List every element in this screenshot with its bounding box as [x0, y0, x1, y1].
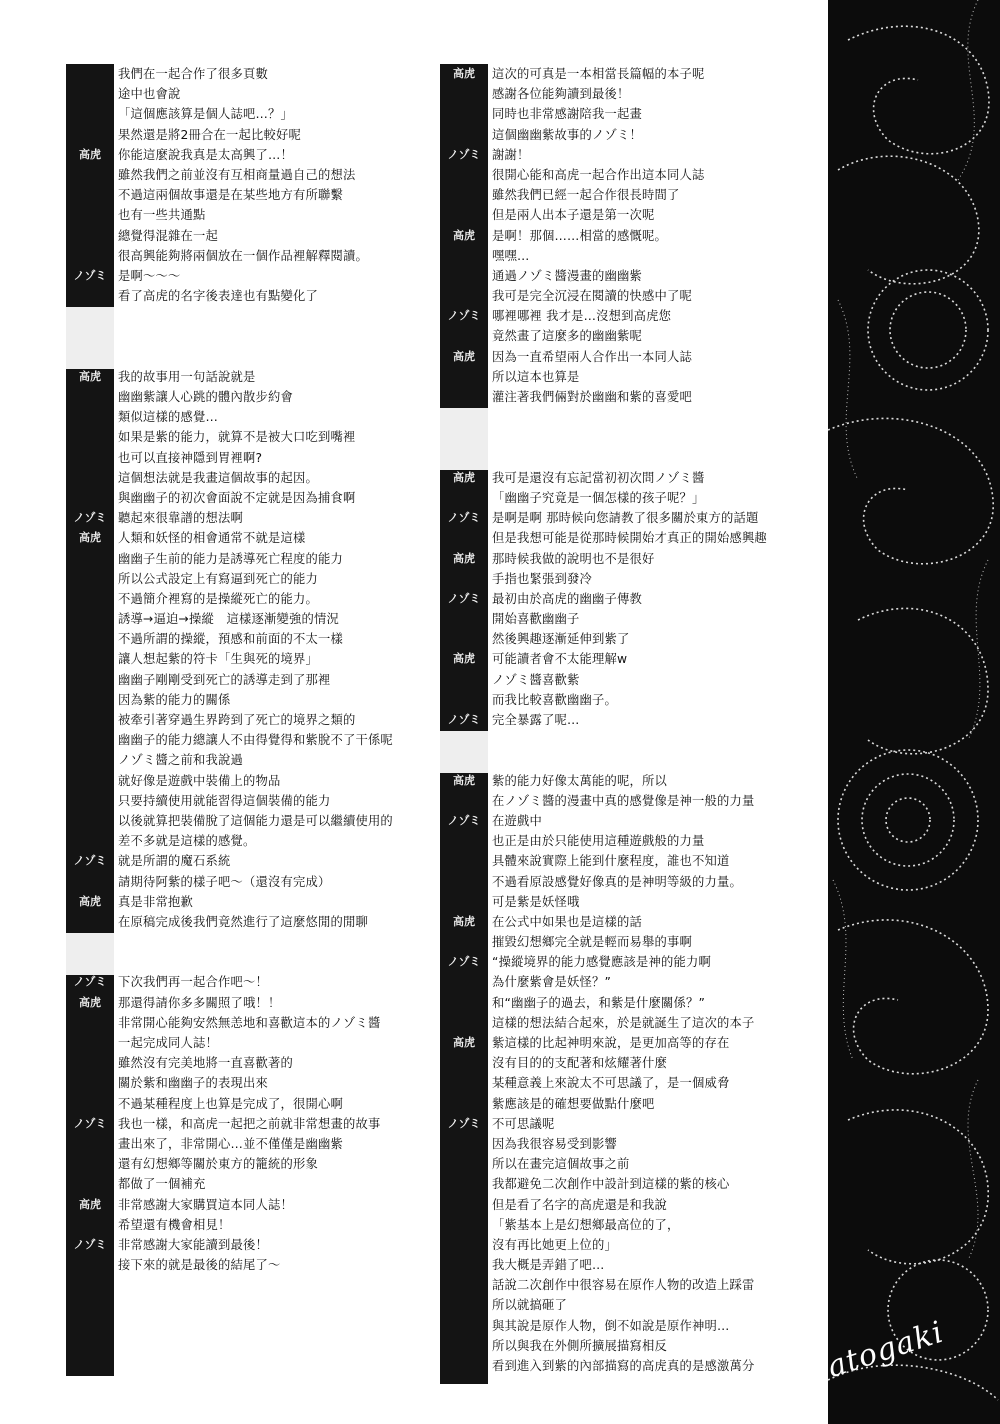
dialogue-text: 所以這本也算是 [492, 369, 580, 384]
speaker-label: 高虎 [453, 228, 475, 242]
dialogue-text: 具體來說實際上能到什麼程度，誰也不知道 [492, 854, 730, 869]
dialogue-text: 這個想法就是我畫這個故事的起因。 [118, 470, 318, 485]
speaker-label: ノゾミ [73, 1237, 107, 1251]
dialogue-line [66, 1255, 446, 1275]
dialogue-line [440, 1255, 820, 1275]
dialogue-text: 所以公式設定上有寫逼到死亡的能力 [118, 571, 318, 586]
dialogue-rows [440, 64, 820, 1376]
dialogue-text: 很高興能夠將兩個放在一個作品裡解釋閱讀。 [118, 248, 368, 263]
dialogue-text: 可是紫是妖怪哦 [492, 894, 580, 909]
dialogue-text: 在遊戲中 [492, 813, 542, 828]
dialogue-line [440, 791, 820, 811]
dialogue-line [440, 306, 820, 326]
dialogue-text: 非常感謝大家購買這本同人誌！ [118, 1197, 293, 1212]
dialogue-text: 在公式中如果也是這樣的話 [492, 914, 642, 929]
dialogue-text: 誘導→逼迫→操縱 這樣逐漸變強的情況 [118, 612, 339, 627]
dialogue-line [440, 508, 820, 528]
dialogue-text: 希望還有機會相見！ [118, 1217, 231, 1232]
dialogue-line [440, 1235, 820, 1255]
dialogue-text: 很開心能和高虎一起合作出這本同人誌 [492, 167, 705, 182]
dialogue-text: 與幽幽子的初次會面說不定就是因為捕食啊 [118, 490, 356, 505]
dialogue-text: 感謝各位能夠讀到最後！ [492, 87, 630, 102]
dialogue-text: 某種意義上來說太不可思議了，是一個威脅 [492, 1076, 730, 1091]
dialogue-line [66, 750, 446, 770]
dialogue-line [440, 448, 820, 468]
dialogue-text: 我都避免二次創作中設計到這樣的紫的核心 [492, 1177, 730, 1192]
dialogue-line [440, 1195, 820, 1215]
dialogue-line [66, 932, 446, 952]
dialogue-text: 所以在畫完這個故事之前 [492, 1157, 630, 1172]
dialogue-text: 如果是紫的能力，就算不是被大口吃到嘴裡 [118, 430, 356, 445]
dialogue-text: 一起完成同人誌！ [118, 1036, 218, 1050]
dialogue-line [66, 1073, 446, 1093]
dialogue-text: 所以就搞砸了 [492, 1298, 567, 1313]
dialogue-line [440, 1356, 820, 1376]
dialogue-text: 可能讀者會不太能理解w [492, 652, 628, 667]
dialogue-line [440, 993, 820, 1013]
dialogue-line [440, 64, 820, 84]
dialogue-text: 雖然沒有完美地將一直喜歡著的 [118, 1056, 293, 1071]
dialogue-line [66, 1174, 446, 1194]
dialogue-line [66, 1013, 446, 1033]
dialogue-line [66, 347, 446, 367]
dialogue-line [440, 367, 820, 387]
dialogue-line [66, 407, 446, 427]
dialogue-line [66, 246, 446, 266]
dialogue-line [440, 326, 820, 346]
dialogue-line [66, 549, 446, 569]
speaker-label: 高虎 [79, 147, 101, 161]
dialogue-line [440, 1275, 820, 1295]
dialogue-text: 雖然我們已經一起合作很長時間了 [492, 188, 680, 203]
dialogue-line [66, 892, 446, 912]
dialogue-text: 開始喜歡幽幽子 [492, 612, 580, 627]
dialogue-line [66, 1094, 446, 1114]
dialogue-text: 不過簡介裡寫的是操縱死亡的能力。 [118, 591, 318, 606]
dialogue-text: 也正是由於只能使用這種遊戲般的力量 [492, 834, 705, 849]
dialogue-line [440, 125, 820, 145]
dialogue-line [440, 730, 820, 750]
dialogue-text: 「這個應該算是個人誌吧…？」 [118, 107, 293, 122]
dialogue-text: 因為一直希望兩人合作出一本同人誌 [492, 349, 692, 364]
dialogue-text: 通過ノゾミ醬漫畫的幽幽紫 [492, 268, 642, 283]
dialogue-line [66, 508, 446, 528]
dialogue-line [66, 649, 446, 669]
dialogue-line [66, 1235, 446, 1255]
left-column [66, 64, 446, 1275]
speaker-label: ノゾミ [73, 854, 107, 868]
dialogue-line [66, 165, 446, 185]
dialogue-line [440, 1134, 820, 1154]
dialogue-text: 都做了一個補充 [118, 1177, 206, 1192]
speaker-label: 高虎 [79, 1197, 101, 1211]
dialogue-text: 請期待阿紫的樣子吧～（還沒有完成） [118, 874, 331, 889]
dialogue-line [440, 1053, 820, 1073]
dialogue-line [66, 205, 446, 225]
dialogue-line [66, 125, 446, 145]
dialogue-line [66, 811, 446, 831]
speaker-label: 高虎 [79, 894, 101, 908]
dialogue-line [66, 710, 446, 730]
dialogue-text: 所以與我在外側所擴展描寫相反 [492, 1338, 667, 1353]
dialogue-line [440, 246, 820, 266]
dialogue-text: 類似這樣的感覺… [118, 410, 218, 425]
dialogue-line [440, 488, 820, 508]
speaker-label: 高虎 [453, 652, 475, 666]
dialogue-line [66, 831, 446, 851]
floral-decoration-panel [828, 0, 1000, 1424]
dialogue-text: 是啊！那個……相當的感慨呢。 [492, 228, 667, 243]
dialogue-line [440, 1336, 820, 1356]
dialogue-rows [66, 64, 446, 1275]
dialogue-line [440, 528, 820, 548]
dialogue-line [66, 569, 446, 589]
speaker-label: ノゾミ [447, 1116, 481, 1130]
dialogue-line [440, 387, 820, 407]
speaker-label: ノゾミ [73, 511, 107, 525]
dialogue-line [66, 670, 446, 690]
dialogue-line [440, 771, 820, 791]
dialogue-line [66, 851, 446, 871]
dialogue-line [66, 690, 446, 710]
dialogue-text: 我們在一起合作了很多頁數 [118, 67, 268, 81]
dialogue-line [440, 427, 820, 447]
dialogue-text: 嘿嘿… [492, 248, 530, 263]
speaker-label: 高虎 [79, 369, 101, 383]
dialogue-line [440, 872, 820, 892]
dialogue-line [66, 326, 446, 346]
dialogue-line [66, 912, 446, 932]
dialogue-line [440, 1154, 820, 1174]
dialogue-text: 但是我想可能是從那時候開始才真正的開始感興趣 [492, 531, 767, 546]
dialogue-text: 竟然畫了這麼多的幽幽紫呢 [492, 329, 642, 344]
dialogue-line [440, 185, 820, 205]
dialogue-line [66, 84, 446, 104]
dialogue-line [440, 266, 820, 286]
dialogue-line [66, 104, 446, 124]
dialogue-line [440, 286, 820, 306]
dialogue-text: 是啊是啊 那時候向您請教了很多關於東方的話題 [492, 511, 759, 526]
dialogue-line [66, 1134, 446, 1154]
dialogue-text: 與其說是原作人物，倒不如說是原作神明… [492, 1318, 730, 1333]
dialogue-text: 以後就算把裝備脫了這個能力還是可以繼續使用的 [118, 813, 393, 828]
dialogue-text: ノゾミ醬喜歡紫 [492, 672, 580, 687]
dialogue-text: 看了高虎的名字後表達也有點變化了 [118, 289, 318, 304]
dialogue-line [66, 609, 446, 629]
speaker-label: 高虎 [453, 1036, 475, 1049]
dialogue-text: 為什麼紫會是妖怪？” [492, 975, 612, 990]
dialogue-line [66, 730, 446, 750]
dialogue-text: 同時也非常感謝陪我一起畫 [492, 107, 642, 122]
dialogue-text: 不過某種程度上也算是完成了，很開心啊 [118, 1096, 343, 1111]
dialogue-text: 最初由於高虎的幽幽子傳教 [492, 591, 642, 606]
dialogue-line [440, 84, 820, 104]
dialogue-text: 也有一些共通點 [118, 208, 206, 223]
speaker-label: ノゾミ [73, 268, 107, 282]
dialogue-text: 紫應該是的確想要做點什麼吧 [492, 1096, 655, 1111]
dialogue-line [440, 690, 820, 710]
dialogue-text: 差不多就是這樣的感覺。 [118, 834, 256, 849]
dialogue-line [66, 1053, 446, 1073]
dialogue-text: 我大概是弄錯了吧… [492, 1258, 605, 1273]
dialogue-text: 因為紫的能力的關係 [118, 692, 231, 707]
dialogue-line [66, 872, 446, 892]
dialogue-line [66, 64, 446, 84]
dialogue-text: 接下來的就是最後的結尾了～ [118, 1258, 281, 1273]
dialogue-text: 那時候我做的說明也不是很好 [492, 551, 655, 566]
dialogue-text: “操縱境界的能力感覺應該是神的能力啊 [492, 955, 712, 970]
dialogue-line [66, 972, 446, 992]
dialogue-text: 話說二次創作中很容易在原作人物的改造上踩雷 [492, 1278, 755, 1293]
dialogue-text: 但是兩人出本子還是第一次呢 [492, 208, 655, 223]
dialogue-text: 讓人想起紫的符卡「生與死的境界」 [118, 652, 318, 667]
dialogue-text: 我可是還沒有忘記當初初次問ノゾミ醬 [492, 470, 705, 485]
speaker-label: 高虎 [453, 551, 475, 565]
speaker-label: ノゾミ [447, 511, 481, 525]
dialogue-line [66, 629, 446, 649]
dialogue-line [66, 1154, 446, 1174]
speaker-label: ノゾミ [447, 713, 481, 726]
dialogue-text: 灌注著我們倆對於幽幽和紫的喜愛吧 [492, 390, 692, 404]
dialogue-line [66, 306, 446, 326]
dialogue-line [440, 912, 820, 932]
dialogue-line [440, 549, 820, 569]
dialogue-text: 畫出來了，非常開心…並不僅僅是幽幽紫 [118, 1136, 343, 1151]
dialogue-text: 關於紫和幽幽子的表現出來 [118, 1076, 268, 1091]
dialogue-line [66, 266, 446, 286]
dialogue-text: 我也一樣，和高虎一起把之前就非常想畫的故事 [118, 1116, 381, 1131]
dialogue-line [440, 831, 820, 851]
dialogue-text: 完全暴露了呢… [492, 713, 580, 727]
dialogue-text: 而我比較喜歡幽幽子。 [492, 692, 617, 707]
dialogue-line [66, 528, 446, 548]
dialogue-text: 幽幽子生前的能力是誘導死亡程度的能力 [118, 551, 343, 566]
dialogue-line [440, 629, 820, 649]
dialogue-text: 聽起來很靠譜的想法啊 [118, 511, 243, 526]
dialogue-line [440, 649, 820, 669]
dialogue-line [440, 1295, 820, 1315]
dialogue-line [66, 952, 446, 972]
speaker-label: 高虎 [453, 349, 475, 363]
dialogue-line [440, 1094, 820, 1114]
dialogue-text: 沒有目的的支配著和炫耀著什麼 [492, 1056, 667, 1071]
dialogue-line [66, 448, 446, 468]
dialogue-text: 被牽引著穿過生界跨到了死亡的境界之類的 [118, 713, 356, 727]
dialogue-line [440, 165, 820, 185]
dialogue-line [440, 407, 820, 427]
dialogue-text: 幽幽紫讓人心跳的體內散步約會 [118, 390, 293, 404]
dialogue-text: 不過所謂的操縱，預感和前面的不太一樣 [118, 632, 343, 647]
dialogue-line [66, 791, 446, 811]
speaker-label: 高虎 [79, 531, 101, 545]
speaker-label: 高虎 [79, 995, 101, 1009]
dialogue-line [66, 1195, 446, 1215]
dialogue-line [66, 1033, 446, 1053]
dialogue-text: 不過看原設感覺好像真的是神明等級的力量。 [492, 874, 742, 889]
dialogue-text: 果然還是將2冊合在一起比較好呢 [118, 127, 301, 142]
dialogue-line [66, 367, 446, 387]
dialogue-text: 幽幽子的能力總讓人不由得覺得和紫脫不了干係呢 [118, 733, 393, 748]
dialogue-line [66, 771, 446, 791]
dialogue-text: 我的故事用一句話說就是 [118, 369, 256, 384]
dialogue-text: 看到進入到紫的內部描寫的高虎真的是感激萬分 [492, 1359, 755, 1373]
dialogue-line [66, 993, 446, 1013]
dialogue-text: 在ノゾミ醬的漫畫中真的感覺像是神一般的力量 [492, 793, 755, 808]
speaker-label: 高虎 [453, 470, 475, 484]
dialogue-line [440, 892, 820, 912]
dialogue-line [440, 1013, 820, 1033]
dialogue-text: 不過這兩個故事還是在某些地方有所聯繫 [118, 188, 343, 203]
dialogue-line [66, 145, 446, 165]
dialogue-line [440, 811, 820, 831]
dialogue-line [440, 145, 820, 165]
dialogue-line [440, 851, 820, 871]
dialogue-text: 在原稿完成後我們竟然進行了這麼悠閒的閒聊 [118, 914, 368, 929]
dialogue-line [440, 589, 820, 609]
speaker-label: ノゾミ [73, 1116, 107, 1130]
dialogue-line [440, 1316, 820, 1336]
speaker-label: ノゾミ [447, 813, 481, 827]
dialogue-line [66, 185, 446, 205]
dialogue-text: 這個幽幽紫故事的ノゾミ！ [492, 127, 642, 142]
dialogue-text: 「紫基本上是幻想鄉最高位的了， [492, 1217, 680, 1232]
dialogue-text: 這次的可真是一本相當長篇幅的本子呢 [492, 67, 705, 81]
dialogue-text: 是啊～～～ [118, 268, 181, 283]
speaker-label: ノゾミ [447, 309, 481, 323]
dialogue-line [440, 347, 820, 367]
speaker-label: ノゾミ [447, 955, 481, 969]
dialogue-text: 然後興趣逐漸延伸到紫了 [492, 632, 630, 647]
dialogue-line [440, 226, 820, 246]
dialogue-text: 紫這樣的比起神明來說，是更加高等的存在 [492, 1036, 730, 1050]
dialogue-line [440, 972, 820, 992]
dialogue-text: 但是看了名字的高虎還是和我說 [492, 1197, 667, 1212]
dialogue-text: 幽幽子剛剛受到死亡的誘導走到了那裡 [118, 672, 331, 687]
dialogue-text: 非常開心能夠安然無恙地和喜歡這本的ノゾミ醬 [118, 1015, 381, 1030]
dialogue-line [440, 205, 820, 225]
dialogue-text: 真是非常抱歉 [118, 894, 193, 909]
dialogue-line [66, 1215, 446, 1235]
dialogue-text: 謝謝！ [492, 147, 530, 162]
dialogue-line [440, 1033, 820, 1053]
dialogue-line [440, 1174, 820, 1194]
dialogue-line [66, 387, 446, 407]
dialogue-line [440, 1215, 820, 1235]
dialogue-text: 不可思議呢 [492, 1116, 555, 1131]
dialogue-text: 只要持續使用就能習得這個裝備的能力 [118, 793, 331, 808]
dialogue-text: 那還得請你多多關照了哦！！ [118, 995, 281, 1010]
dialogue-line [66, 468, 446, 488]
dialogue-text: 也可以直接神隱到胃裡啊? [118, 450, 263, 465]
dialogue-line [66, 226, 446, 246]
dialogue-text: 雖然我們之前並沒有互相商量過自己的想法 [118, 167, 356, 182]
dialogue-text: 總覺得混雜在一起 [118, 228, 218, 243]
dialogue-text: 因為我很容易受到影響 [492, 1136, 617, 1151]
dialogue-line [66, 286, 446, 306]
dialogue-text: 人類和妖怪的相會通常不就是這樣 [118, 531, 306, 546]
dialogue-text: 途中也會說 [118, 87, 181, 102]
dialogue-text: 這樣的想法結合起來，於是就誕生了這次的本子 [492, 1015, 755, 1030]
dialogue-text: 沒有再比她更上位的」 [492, 1237, 617, 1252]
dialogue-line [440, 670, 820, 690]
speaker-label: ノゾミ [447, 147, 481, 161]
dialogue-text: 紫的能力好像太萬能的呢，所以 [492, 773, 667, 788]
speaker-label: 高虎 [453, 773, 475, 787]
dialogue-text: ノゾミ醬之前和我說過 [118, 753, 243, 768]
dialogue-text: 下次我們再一起合作吧～！ [118, 975, 268, 990]
speaker-label: 高虎 [453, 914, 475, 928]
atogaki-label: atogaki [823, 1314, 949, 1385]
dialogue-line [440, 710, 820, 730]
dialogue-text: 手指也緊張到發冷 [492, 571, 592, 586]
dialogue-line [440, 1073, 820, 1093]
dialogue-text: 摧毀幻想鄉完全就是輕而易舉的事啊 [492, 935, 692, 950]
speaker-label: 高虎 [453, 67, 475, 80]
dialogue-line [440, 932, 820, 952]
dialogue-line [66, 1114, 446, 1134]
dialogue-line [440, 1114, 820, 1134]
dialogue-line [66, 589, 446, 609]
dialogue-text: 哪裡哪裡 我才是…沒想到高虎您 [492, 309, 672, 324]
dialogue-text: 非常感謝大家能讀到最後！ [118, 1237, 268, 1252]
dialogue-line [440, 569, 820, 589]
dialogue-line [66, 427, 446, 447]
dialogue-line [440, 468, 820, 488]
dialogue-text: 就好像是遊戲中裝備上的物品 [118, 773, 281, 788]
dialogue-text: 還有幻想鄉等關於東方的籠統的形象 [118, 1157, 318, 1172]
dialogue-line [440, 104, 820, 124]
dialogue-line [440, 609, 820, 629]
dialogue-text: 和“幽幽子的過去，和紫是什麼關係？” [492, 995, 706, 1010]
dialogue-line [440, 750, 820, 770]
speaker-label: ノゾミ [447, 591, 481, 605]
dialogue-text: 你能這麼說我真是太高興了…！ [118, 147, 293, 162]
right-column [440, 64, 820, 1376]
dialogue-text: 我可是完全沉浸在閱讀的快感中了呢 [492, 289, 692, 304]
dialogue-line [440, 952, 820, 972]
speaker-label: ノゾミ [73, 975, 107, 989]
dialogue-text: 「幽幽子究竟是一個怎樣的孩子呢？」 [492, 490, 705, 505]
floral-pattern-icon [828, 0, 1000, 1424]
dialogue-line [66, 488, 446, 508]
dialogue-text: 就是所謂的魔石系統 [118, 854, 231, 869]
